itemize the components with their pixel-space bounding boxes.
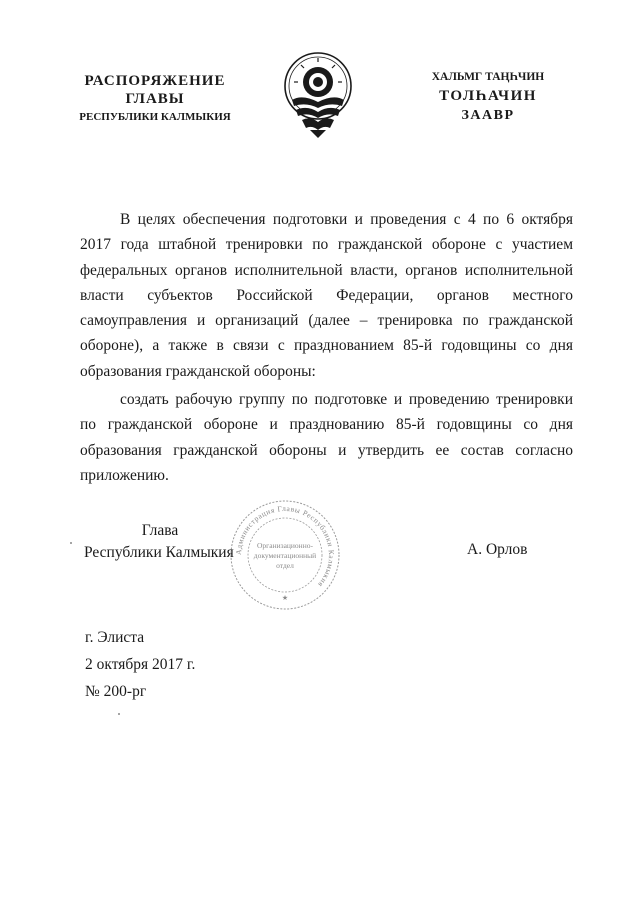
header-right — [420, 68, 556, 125]
footer-date: 2 октября 2017 г. — [85, 656, 196, 673]
header-left-line3: РЕСПУБЛИКИ КАЛМЫКИЯ — [79, 111, 231, 123]
header-right-line1: ХАЛЬМГ ТАҢҺЧИН — [431, 71, 545, 83]
stamp-center-line1: Организационно- — [257, 541, 313, 550]
round-stamp-icon — [228, 498, 342, 612]
header-right-line2: ТОЛҺАЧИН — [439, 88, 537, 104]
signatory-name: А. Орлов — [467, 541, 528, 558]
body-paragraph-preamble: В целях обеспечения подготовки и проведения с 4 по 6 октября 2017 года штабной тренировки по гражданской обороне с участием федеральных органов исполнительной власти, органов исполнительной власти субъектов Российской Федерации, органов местного самоуправления и организаций (далее – тренировка по гражданской обороне), а также в связи с празднованием 85-й годовщины со дня образования гражданской обороны: — [80, 211, 573, 380]
document-body — [80, 207, 573, 488]
footer-number: № 200-рг — [85, 683, 147, 700]
stamp-center-line3: отдел — [276, 561, 294, 570]
signature-title — [84, 520, 234, 564]
stamp-center-line2: документационный — [253, 551, 317, 560]
header-left — [74, 72, 236, 126]
scan-speck — [118, 713, 120, 715]
header-left-line2: ГЛАВЫ — [125, 91, 185, 107]
scan-speck — [70, 542, 72, 544]
svg-text:★: ★ — [281, 594, 289, 602]
emblem-of-kalmykia-icon — [282, 50, 354, 140]
body-paragraph-order: создать рабочую группу по подготовке и проведению тренировки по гражданской обороне и празднованию 85-й годовщины со дня образования гражданской обороны и утвердить ее состав согласно приложению. — [80, 391, 573, 484]
footer-city: г. Элиста — [85, 629, 145, 646]
header-right-line3: ЗААВР — [461, 108, 515, 123]
signature-title-line2: Республики Калмыкия — [84, 544, 234, 561]
document-footer — [85, 624, 195, 705]
signature-title-line1: Глава — [141, 522, 179, 539]
stamp-ring-text: Администрация Главы Республики Калмыкия — [233, 503, 337, 590]
header-left-line1: РАСПОРЯЖЕНИЕ — [84, 73, 226, 89]
